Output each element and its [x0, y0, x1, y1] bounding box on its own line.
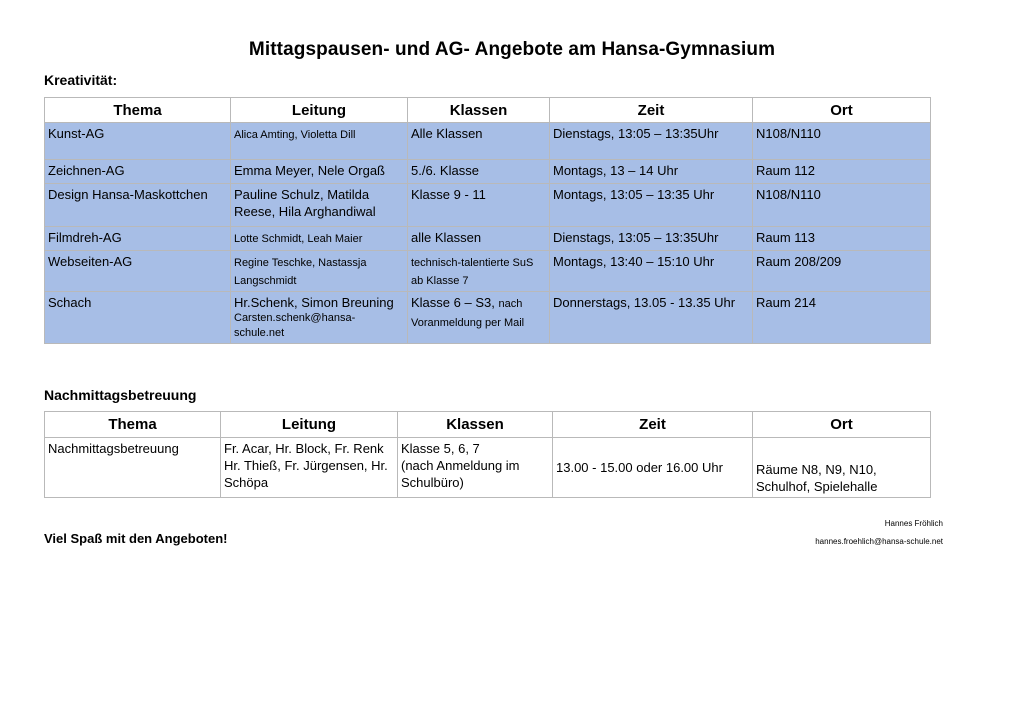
- klassen-text: Klasse 6 – S3,: [411, 295, 495, 310]
- leitung-names: Hr.Schenk, Simon Breuning: [234, 295, 394, 310]
- document-title: Mittagspausen- und AG- Angebote am Hansa-Gymnasium: [248, 39, 776, 60]
- cell-leitung: Emma Meyer, Nele Orgaß: [231, 160, 408, 184]
- cell-klassen: [398, 438, 553, 498]
- table-header-row: [45, 412, 931, 438]
- cell-zeit: Montags, 13:40 – 15:10 Uhr: [550, 251, 753, 292]
- cell-ort: N108/N110: [753, 184, 931, 227]
- table-row: [45, 292, 931, 344]
- table-row: [45, 227, 931, 251]
- table-header-row: [45, 98, 931, 123]
- cell-klassen: Klasse 9 - 11: [408, 184, 550, 227]
- leitung-text: Regine Teschke, Nastassja Langschmidt: [234, 257, 367, 287]
- column-header-zeit: Zeit: [550, 98, 753, 123]
- table-row: [45, 160, 931, 184]
- column-header-ort: Ort: [753, 412, 931, 438]
- column-header-klassen: Klassen: [398, 412, 553, 438]
- leitung-text: Alica Amting, Violetta Dill: [234, 129, 356, 141]
- klassen-text: technisch-talentierte SuS ab Klasse 7: [411, 257, 534, 287]
- cell-zeit: Montags, 13:05 – 13:35 Uhr: [550, 184, 753, 227]
- cell-thema: Zeichnen-AG: [45, 160, 231, 184]
- column-header-leitung: Leitung: [221, 412, 398, 438]
- cell-ort: Raum 113: [753, 227, 931, 251]
- cell-thema: Design Hansa-Maskottchen: [45, 184, 231, 227]
- cell-thema: Filmdreh-AG: [45, 227, 231, 251]
- column-header-thema: Thema: [45, 412, 221, 438]
- signature-email: hannes.froehlich@hansa-schule.net: [815, 537, 943, 546]
- cell-zeit: Donnerstags, 13.05 - 13.35 Uhr: [550, 292, 753, 344]
- cell-thema: Kunst-AG: [45, 123, 231, 160]
- section-heading-kreativitaet: Kreativität:: [44, 72, 118, 88]
- cell-zeit: Dienstags, 13:05 – 13:35Uhr: [550, 123, 753, 160]
- klassen-note: (nach Anmeldung im Schulbüro): [401, 458, 520, 490]
- cell-leitung: [231, 292, 408, 344]
- cell-klassen: alle Klassen: [408, 227, 550, 251]
- cell-leitung: [231, 227, 408, 251]
- cell-ort: Raum 208/209: [753, 251, 931, 292]
- table-row: [45, 251, 931, 292]
- section-heading-nachmittagsbetreuung: Nachmittagsbetreuung: [44, 387, 197, 403]
- cell-klassen: Alle Klassen: [408, 123, 550, 160]
- cell-ort: Raum 112: [753, 160, 931, 184]
- kreativitaet-table: [44, 97, 931, 344]
- klassen-note: nach Voranmeldung per Mail: [411, 298, 525, 329]
- cell-klassen: 5./6. Klasse: [408, 160, 550, 184]
- cell-thema: Schach: [45, 292, 231, 344]
- cell-leitung: Fr. Acar, Hr. Block, Fr. Renk Hr. Thieß, Fr. Jürgensen, Hr. Schöpa: [221, 438, 398, 498]
- nachmittagsbetreuung-table: [44, 411, 931, 498]
- cell-leitung: [231, 251, 408, 292]
- leitung-text: Lotte Schmidt, Leah Maier: [234, 233, 363, 245]
- cell-thema: Nachmittagsbetreuung: [45, 438, 221, 498]
- cell-zeit: 13.00 - 15.00 oder 16.00 Uhr: [553, 438, 753, 498]
- column-header-klassen: Klassen: [408, 98, 550, 123]
- cell-ort: Räume N8, N9, N10, Schulhof, Spielehalle: [753, 438, 931, 498]
- table-row: [45, 438, 931, 498]
- column-header-ort: Ort: [753, 98, 931, 123]
- cell-klassen: [408, 292, 550, 344]
- signature-name: Hannes Fröhlich: [884, 519, 943, 528]
- table-row: [45, 184, 931, 227]
- klassen-text: Klasse 5, 6, 7: [401, 441, 480, 456]
- cell-leitung: [231, 123, 408, 160]
- column-header-zeit: Zeit: [553, 412, 753, 438]
- cell-leitung: Pauline Schulz, Matilda Reese, Hila Arghandiwal: [231, 184, 408, 227]
- cell-thema: Webseiten-AG: [45, 251, 231, 292]
- cell-ort: Raum 214: [753, 292, 931, 344]
- table-row: [45, 123, 931, 160]
- column-header-leitung: Leitung: [231, 98, 408, 123]
- cell-zeit: Montags, 13 – 14 Uhr: [550, 160, 753, 184]
- column-header-thema: Thema: [45, 98, 231, 123]
- leitung-email: Carsten.schenk@hansa-schule.net: [234, 312, 356, 339]
- cell-klassen: [408, 251, 550, 292]
- cell-zeit: Dienstags, 13:05 – 13:35Uhr: [550, 227, 753, 251]
- closing-text: Viel Spaß mit den Angeboten!: [44, 531, 228, 546]
- cell-ort: N108/N110: [753, 123, 931, 160]
